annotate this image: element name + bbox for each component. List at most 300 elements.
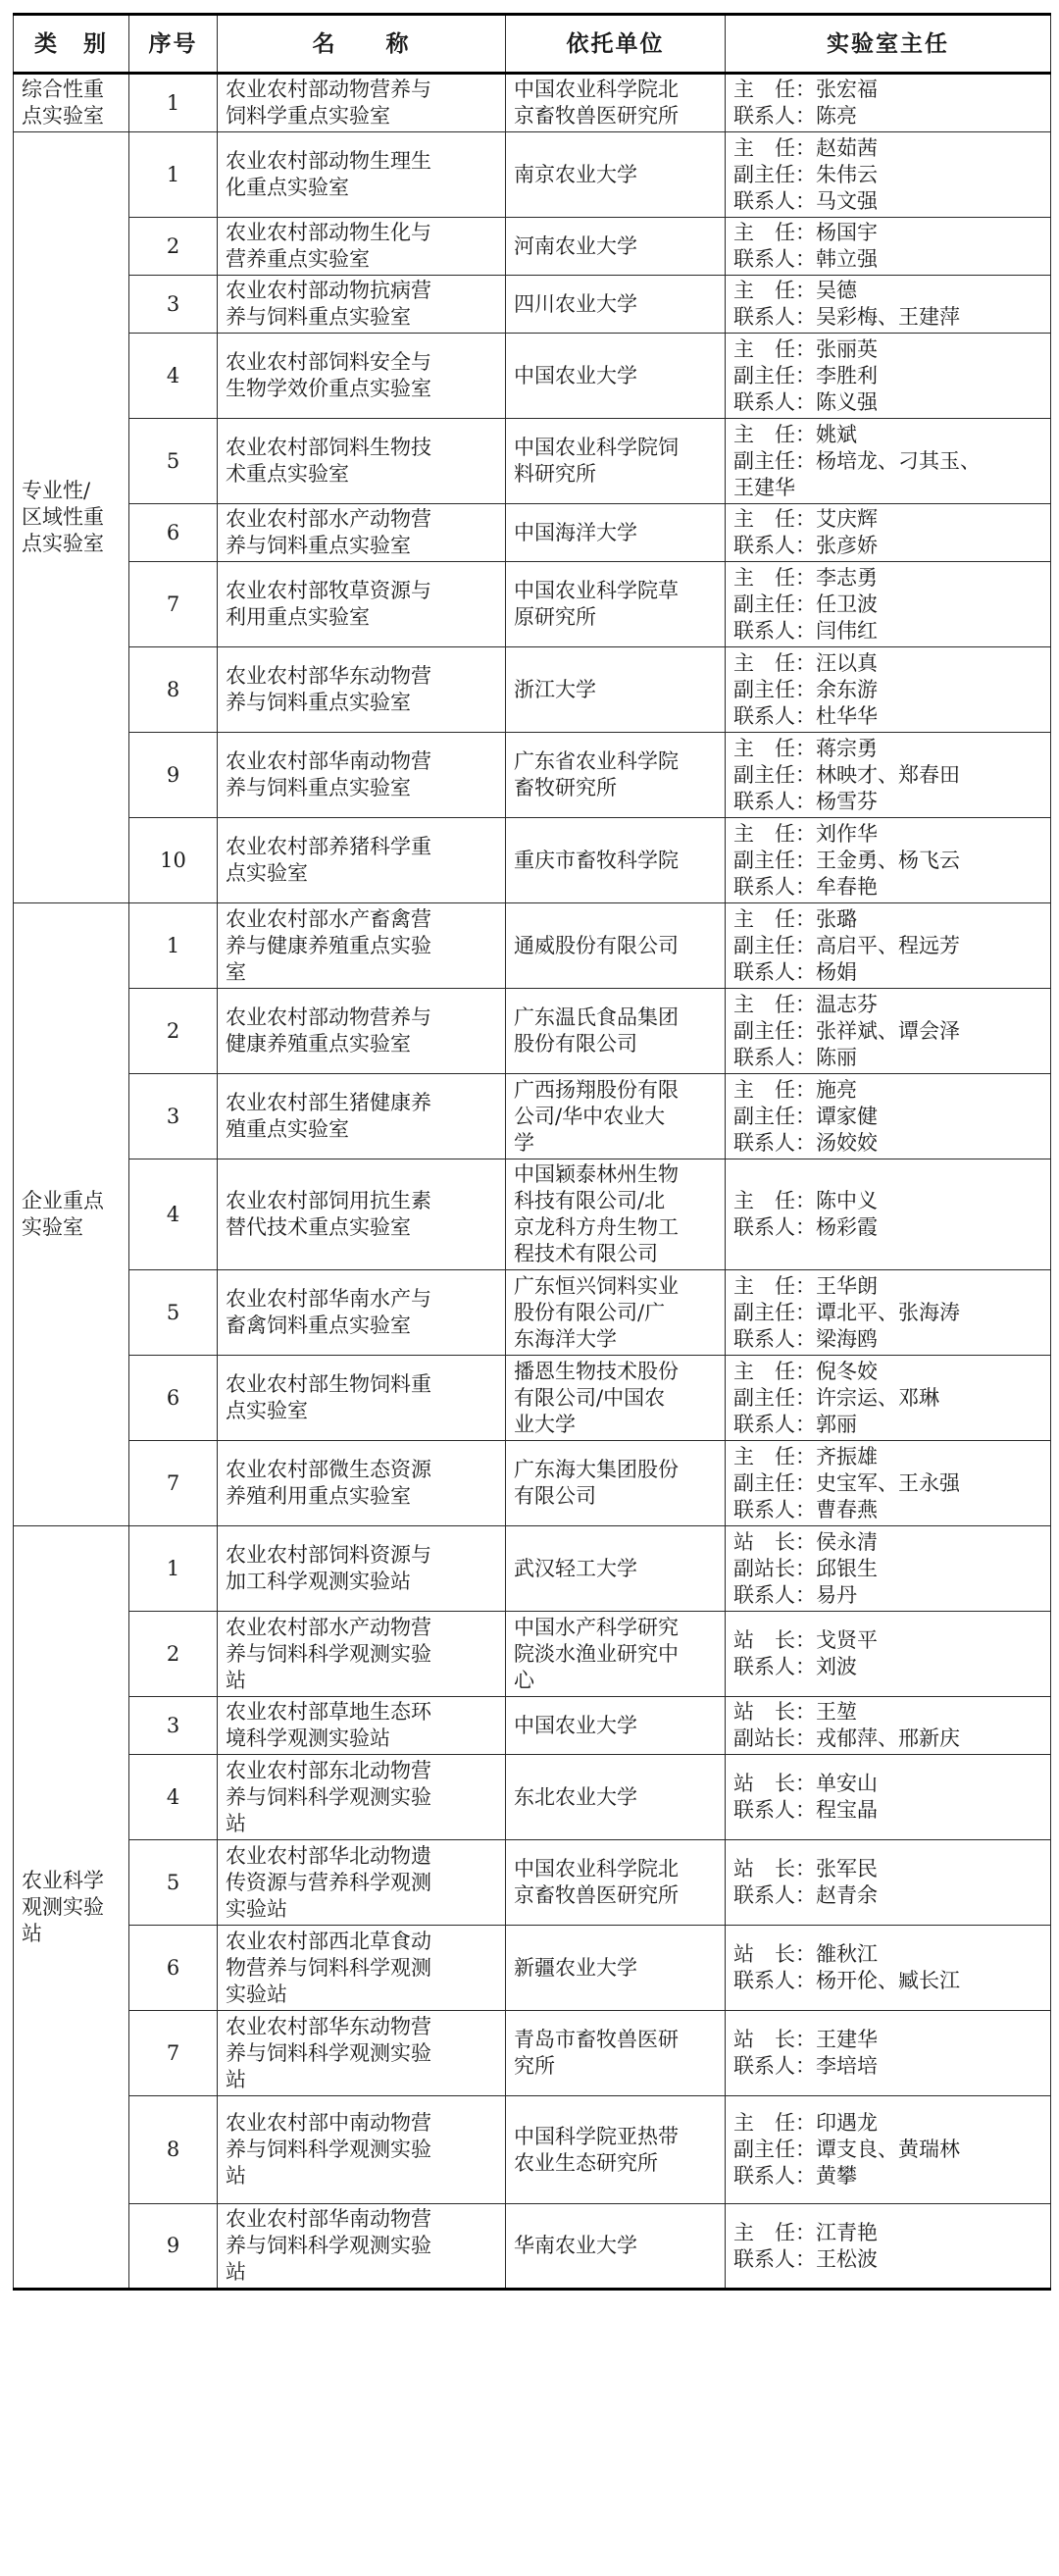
institution-line: 东北农业大学: [514, 1784, 637, 1809]
name-line: 实验站: [226, 1982, 287, 2006]
category-cell-comprehensive: [14, 74, 129, 132]
table-row: [14, 419, 1051, 504]
name-line: 农业农村部动物营养与: [226, 77, 431, 101]
director-line: 主 任：姚斌: [733, 422, 857, 446]
institution-line: 究所: [514, 2054, 555, 2078]
name-line: 畜禽饲料重点实验室: [226, 1314, 411, 1337]
director-line: 副站长：戎郁萍、邢新庆: [733, 1726, 960, 1750]
institution-line: 京畜牧兽医研究所: [514, 104, 679, 128]
category-line: 点实验室: [22, 532, 104, 555]
director-line: 联系人：张彦娇: [733, 534, 878, 557]
director-line: 联系人：杜华华: [733, 703, 878, 728]
table-row: [14, 2204, 1051, 2290]
name-line: 站: [226, 2067, 246, 2091]
director-line: 主 任：李志勇: [733, 565, 878, 590]
institution-line: 中国颖泰林州生物: [514, 1162, 679, 1186]
name-line: 养与饲料重点实验室: [226, 305, 411, 329]
director-line: 站 长：张军民: [733, 1857, 878, 1880]
institution-line: 通威股份有限公司: [514, 933, 679, 957]
name-cell: [218, 504, 506, 562]
institution-cell: [506, 818, 726, 903]
director-cell: [726, 1612, 1051, 1697]
institution-line: 有限公司/中国农: [514, 1385, 666, 1410]
name-line: 养与饲料重点实验室: [226, 691, 411, 714]
category-line: 站: [22, 1921, 42, 1945]
table-row: [14, 218, 1051, 276]
name-line: 健康养殖重点实验室: [226, 1032, 411, 1056]
institution-cell: [506, 1441, 726, 1526]
table-row: [14, 1074, 1051, 1159]
table-row: [14, 818, 1051, 903]
name-line: 农业农村部水产畜禽营: [226, 906, 431, 931]
name-line: 养与饲料科学观测实验: [226, 1784, 431, 1809]
institution-line: 四川农业大学: [514, 291, 637, 316]
name-line: 点实验室: [226, 861, 308, 885]
institution-line: 广东省农业科学院: [514, 749, 679, 773]
table-row: [14, 504, 1051, 562]
director-line: 联系人：吴彩梅、王建萍: [733, 305, 960, 329]
director-cell: [726, 903, 1051, 989]
category-line: 区域性重: [22, 505, 104, 529]
name-line: 农业农村部东北动物营: [226, 1758, 431, 1782]
institution-line: 中国农业大学: [514, 363, 637, 387]
director-line: 联系人：牟春艳: [733, 874, 878, 899]
name-line: 站: [226, 2164, 246, 2188]
table-row: [14, 1159, 1051, 1270]
name-line: 站: [226, 1668, 246, 1692]
director-line: 主 任：陈中义: [733, 1189, 878, 1212]
number-cell: 4: [129, 334, 218, 419]
name-cell: [218, 1840, 506, 1926]
header-name: 名 称: [218, 15, 506, 74]
director-cell: [726, 334, 1051, 419]
director-cell: [726, 562, 1051, 647]
director-line: 副主任：杨培龙、刁其玉、: [733, 448, 981, 473]
table-row: [14, 276, 1051, 334]
number-cell: 1: [129, 132, 218, 218]
name-cell: [218, 818, 506, 903]
institution-line: 料研究所: [514, 462, 596, 486]
name-line: 养与饲料科学观测实验: [226, 2138, 431, 2161]
table-row: [14, 2011, 1051, 2096]
institution-line: 广东温氏食品集团: [514, 1005, 679, 1029]
number-cell: 5: [129, 419, 218, 504]
name-line: 农业农村部华北动物遗: [226, 1843, 431, 1868]
institution-line: 华南农业大学: [514, 2234, 637, 2257]
number-cell: 4: [129, 1159, 218, 1270]
header-category: 类 别: [14, 15, 129, 74]
name-cell: [218, 74, 506, 132]
category-line: 综合性重: [22, 77, 104, 101]
director-cell: [726, 1755, 1051, 1840]
director-line: 主 任：张璐: [733, 906, 857, 931]
name-line: 农业农村部西北草食动: [226, 1929, 431, 1953]
institution-line: 股份有限公司/广: [514, 1300, 666, 1324]
name-line: 农业农村部华东动物营: [226, 2014, 431, 2038]
institution-line: 京畜牧兽医研究所: [514, 1883, 679, 1907]
name-cell: [218, 1612, 506, 1697]
director-line: 联系人：韩立强: [733, 247, 878, 271]
number-cell: 7: [129, 1441, 218, 1526]
number-cell: 4: [129, 1755, 218, 1840]
category-line: 专业性/: [22, 479, 91, 502]
director-cell: [726, 989, 1051, 1074]
director-line: 联系人：杨雪芬: [733, 789, 878, 813]
name-line: 养与饲料科学观测实验: [226, 1641, 431, 1666]
name-line: 农业农村部动物生化与: [226, 221, 431, 244]
name-line: 站: [226, 2260, 246, 2284]
name-line: 养与饲料重点实验室: [226, 534, 411, 557]
director-line: 联系人：闫伟红: [733, 618, 878, 643]
number-cell: 8: [129, 647, 218, 733]
institution-cell: [506, 419, 726, 504]
institution-line: 中国农业大学: [514, 1713, 637, 1737]
name-line: 养与饲料科学观测实验: [226, 2040, 431, 2065]
director-line: 站 长：王堃: [733, 1700, 857, 1724]
institution-line: 中国农业科学院饲: [514, 436, 679, 459]
director-line: 站 长：戈贤平: [733, 1628, 878, 1652]
number-cell: 5: [129, 1840, 218, 1926]
name-cell: [218, 903, 506, 989]
table-row: [14, 1356, 1051, 1441]
table-row: [14, 2096, 1051, 2204]
name-line: 化重点实验室: [226, 176, 349, 199]
category-cell-enterprise: [14, 903, 129, 1526]
institution-cell: [506, 2204, 726, 2290]
table-row: [14, 733, 1051, 818]
director-line: 副主任：林映才、郑春田: [733, 762, 960, 787]
director-line: 站 长：侯永清: [733, 1529, 878, 1554]
director-cell: [726, 218, 1051, 276]
director-cell: [726, 733, 1051, 818]
director-line: 主 任：齐振雄: [733, 1444, 878, 1468]
director-cell: [726, 74, 1051, 132]
director-line: 副主任：任卫波: [733, 592, 878, 616]
name-line: 农业农村部饲料生物技: [226, 436, 431, 459]
name-cell: [218, 218, 506, 276]
director-cell: [726, 1356, 1051, 1441]
name-cell: [218, 1755, 506, 1840]
name-cell: [218, 989, 506, 1074]
institution-line: 股份有限公司: [514, 1032, 637, 1056]
director-cell: [726, 504, 1051, 562]
table-row: [14, 1441, 1051, 1526]
institution-line: 中国海洋大学: [514, 520, 637, 544]
name-line: 农业农村部华南动物营: [226, 749, 431, 773]
director-line: 联系人：汤姣姣: [733, 1130, 878, 1155]
name-cell: [218, 1159, 506, 1270]
number-cell: 2: [129, 989, 218, 1074]
institution-line: 畜牧研究所: [514, 776, 617, 799]
institution-cell: [506, 1840, 726, 1926]
name-line: 农业农村部华南水产与: [226, 1287, 431, 1311]
name-line: 农业农村部饲用抗生素: [226, 1189, 431, 1212]
name-line: 农业农村部动物生理生: [226, 149, 431, 173]
name-cell: [218, 276, 506, 334]
director-line: 主 任：倪冬姣: [733, 1359, 878, 1383]
director-line: 联系人：马文强: [733, 188, 878, 213]
director-line: 副主任：谭支良、黄瑞林: [733, 2138, 960, 2161]
name-line: 农业农村部生物饲料重: [226, 1372, 431, 1396]
table-row: [14, 1755, 1051, 1840]
institution-cell: [506, 1074, 726, 1159]
name-cell: [218, 2011, 506, 2096]
table-row: [14, 562, 1051, 647]
name-line: 农业农村部微生态资源: [226, 1458, 431, 1481]
name-line: 农业农村部饲料资源与: [226, 1543, 431, 1567]
institution-cell: [506, 218, 726, 276]
name-line: 站: [226, 1811, 246, 1835]
institution-line: 中国农业科学院草: [514, 579, 679, 602]
director-line: 联系人：赵青余: [733, 1883, 878, 1907]
director-cell: [726, 1926, 1051, 2011]
table-row: [14, 1840, 1051, 1926]
director-line: 站 长：雒秋江: [733, 1942, 878, 1966]
institution-cell: [506, 1159, 726, 1270]
director-line: 联系人：程宝晶: [733, 1798, 878, 1822]
table-body: [14, 74, 1051, 2290]
category-line: 农业科学: [22, 1868, 104, 1892]
institution-line: 院淡水渔业研究中: [514, 1641, 679, 1666]
name-line: 点实验室: [226, 1399, 308, 1422]
name-line: 养与饲料重点实验室: [226, 776, 411, 799]
institution-line: 中国农业科学院北: [514, 77, 679, 101]
name-line: 室: [226, 959, 246, 984]
category-cell-specialized: [14, 132, 129, 903]
director-line: 联系人：刘波: [733, 1655, 857, 1678]
director-line: 联系人：易丹: [733, 1582, 857, 1607]
name-line: 术重点实验室: [226, 462, 349, 486]
institution-line: 公司/华中农业大: [514, 1104, 666, 1128]
institution-line: 南京农业大学: [514, 162, 637, 186]
name-cell: [218, 1526, 506, 1612]
institution-line: 京龙科方舟生物工: [514, 1215, 679, 1239]
table-row: [14, 1526, 1051, 1612]
institution-line: 农业生态研究所: [514, 2150, 658, 2175]
institution-line: 播恩生物技术股份: [514, 1359, 679, 1383]
institution-cell: [506, 2096, 726, 2204]
institution-cell: [506, 1526, 726, 1612]
table-row: [14, 1926, 1051, 2011]
institution-cell: [506, 1926, 726, 2011]
name-line: 农业农村部动物抗病营: [226, 279, 431, 302]
director-line: 站 长：王建华: [733, 2028, 878, 2051]
institution-line: 广东海大集团股份: [514, 1458, 679, 1481]
table-row: [14, 74, 1051, 132]
director-cell: [726, 818, 1051, 903]
number-cell: 6: [129, 1356, 218, 1441]
number-cell: 3: [129, 1074, 218, 1159]
name-cell: [218, 1074, 506, 1159]
name-line: 传资源与营养科学观测: [226, 1870, 431, 1894]
institution-cell: [506, 1612, 726, 1697]
institution-cell: [506, 1270, 726, 1356]
name-line: 农业农村部饲料安全与: [226, 350, 431, 374]
number-cell: 1: [129, 1526, 218, 1612]
header-institution: 依托单位: [506, 15, 726, 74]
category-line: 实验室: [22, 1215, 83, 1239]
category-cell-station: [14, 1526, 129, 2290]
institution-line: 武汉轻工大学: [514, 1556, 637, 1580]
name-line: 加工科学观测实验站: [226, 1570, 411, 1593]
director-line: 主 任：吴德: [733, 279, 857, 302]
director-cell: [726, 276, 1051, 334]
institution-line: 青岛市畜牧兽医研: [514, 2028, 679, 2051]
category-line: 观测实验: [22, 1894, 104, 1919]
institution-cell: [506, 903, 726, 989]
header-director: 实验室主任: [726, 15, 1051, 74]
number-cell: 6: [129, 504, 218, 562]
director-cell: [726, 1840, 1051, 1926]
institution-cell: [506, 276, 726, 334]
director-cell: [726, 132, 1051, 218]
name-line: 利用重点实验室: [226, 605, 370, 629]
name-cell: [218, 2204, 506, 2290]
institution-cell: [506, 562, 726, 647]
institution-line: 学: [514, 1130, 534, 1155]
name-line: 农业农村部华东动物营: [226, 664, 431, 688]
number-cell: 6: [129, 1926, 218, 2011]
number-cell: 9: [129, 2204, 218, 2290]
institution-line: 东海洋大学: [514, 1326, 617, 1351]
director-line: 联系人：杨开伦、臧长江: [733, 1969, 960, 1992]
institution-line: 程技术有限公司: [514, 1242, 658, 1265]
name-line: 物营养与饲料科学观测: [226, 1955, 431, 1980]
director-line: 联系人：杨娟: [733, 959, 857, 984]
director-cell: [726, 1270, 1051, 1356]
name-cell: [218, 562, 506, 647]
institution-cell: [506, 132, 726, 218]
director-cell: [726, 1441, 1051, 1526]
name-line: 农业农村部水产动物营: [226, 507, 431, 531]
institution-cell: [506, 334, 726, 419]
table-row: [14, 989, 1051, 1074]
name-line: 养与健康养殖重点实验: [226, 933, 431, 957]
institution-line: 有限公司: [514, 1484, 596, 1508]
number-cell: 3: [129, 276, 218, 334]
name-cell: [218, 1441, 506, 1526]
name-line: 农业农村部中南动物营: [226, 2111, 431, 2135]
number-cell: 7: [129, 2011, 218, 2096]
director-line: 联系人：陈亮: [733, 104, 857, 128]
director-line: 主 任：张丽英: [733, 336, 878, 361]
table-row: [14, 1697, 1051, 1755]
institution-cell: [506, 989, 726, 1074]
institution-line: 新疆农业大学: [514, 1955, 637, 1980]
table-row: [14, 334, 1051, 419]
table-row: [14, 1270, 1051, 1356]
institution-cell: [506, 1755, 726, 1840]
director-line: 副主任：王金勇、杨飞云: [733, 848, 960, 872]
institution-cell: [506, 2011, 726, 2096]
director-line: 主 任：刘作华: [733, 821, 878, 846]
name-line: 境科学观测实验站: [226, 1726, 390, 1750]
name-cell: [218, 1926, 506, 2011]
number-cell: 3: [129, 1697, 218, 1755]
director-line: 主 任：蒋宗勇: [733, 736, 878, 760]
director-line: 主 任：施亮: [733, 1077, 857, 1102]
institution-line: 浙江大学: [514, 677, 596, 701]
name-line: 农业农村部水产动物营: [226, 1615, 431, 1639]
table-row: [14, 903, 1051, 989]
director-line: 主 任：艾庆辉: [733, 507, 878, 531]
table-row: [14, 1612, 1051, 1697]
director-line: 联系人：陈丽: [733, 1045, 857, 1069]
name-cell: [218, 132, 506, 218]
director-cell: [726, 2096, 1051, 2204]
director-line: 联系人：黄攀: [733, 2164, 857, 2188]
director-line: 副主任：余东游: [733, 677, 878, 701]
institution-line: 广西扬翔股份有限: [514, 1077, 679, 1102]
category-line: 点实验室: [22, 104, 104, 128]
director-line: 副主任：谭家健: [733, 1104, 878, 1128]
institution-line: 中国水产科学研究: [514, 1615, 679, 1639]
name-line: 农业农村部动物营养与: [226, 1005, 431, 1029]
director-line: 主 任：印遇龙: [733, 2111, 878, 2135]
number-cell: 1: [129, 903, 218, 989]
director-cell: [726, 1159, 1051, 1270]
institution-line: 河南农业大学: [514, 233, 637, 258]
number-cell: 8: [129, 2096, 218, 2204]
director-cell: [726, 2011, 1051, 2096]
director-line: 副主任：谭北平、张海涛: [733, 1300, 960, 1324]
number-cell: 2: [129, 218, 218, 276]
table-row: [14, 132, 1051, 218]
name-line: 营养重点实验室: [226, 247, 370, 271]
director-line: 主 任：王华朗: [733, 1273, 878, 1298]
director-line: 副主任：史宝军、王永强: [733, 1470, 960, 1495]
name-line: 农业农村部养猪科学重: [226, 835, 431, 858]
number-cell: 7: [129, 562, 218, 647]
institution-cell: [506, 74, 726, 132]
name-line: 农业农村部草地生态环: [226, 1700, 431, 1724]
institution-cell: [506, 1356, 726, 1441]
name-cell: [218, 2096, 506, 2204]
number-cell: 2: [129, 1612, 218, 1697]
director-cell: [726, 1526, 1051, 1612]
director-line: 主 任：江青艳: [733, 2220, 878, 2244]
director-line: 王建华: [733, 475, 795, 499]
director-cell: [726, 419, 1051, 504]
director-cell: [726, 1697, 1051, 1755]
name-cell: [218, 1356, 506, 1441]
name-line: 殖重点实验室: [226, 1117, 349, 1141]
name-line: 农业农村部华南动物营: [226, 2207, 431, 2231]
number-cell: 1: [129, 74, 218, 132]
institution-line: 科技有限公司/北: [514, 1189, 666, 1212]
header-number: 序号: [129, 15, 218, 74]
director-line: 联系人：李培培: [733, 2054, 878, 2078]
name-line: 替代技术重点实验室: [226, 1215, 411, 1239]
institution-line: 中国科学院亚热带: [514, 2124, 679, 2148]
laboratory-table: [13, 13, 1051, 2291]
director-line: 副主任：高启平、程远芳: [733, 933, 960, 957]
director-line: 主 任：温志芬: [733, 992, 878, 1016]
name-line: 农业农村部生猪健康养: [226, 1091, 431, 1114]
name-line: 实验站: [226, 1896, 287, 1921]
director-cell: [726, 2204, 1051, 2290]
director-line: 主 任：杨国宇: [733, 221, 878, 244]
director-line: 副主任：许宗运、邓琳: [733, 1385, 939, 1410]
number-cell: 10: [129, 818, 218, 903]
institution-cell: [506, 733, 726, 818]
header-row: [14, 15, 1051, 74]
institution-line: 心: [514, 1668, 534, 1692]
name-cell: [218, 419, 506, 504]
director-line: 主 任：张宏福: [733, 77, 878, 101]
name-cell: [218, 334, 506, 419]
institution-line: 业大学: [514, 1412, 576, 1436]
